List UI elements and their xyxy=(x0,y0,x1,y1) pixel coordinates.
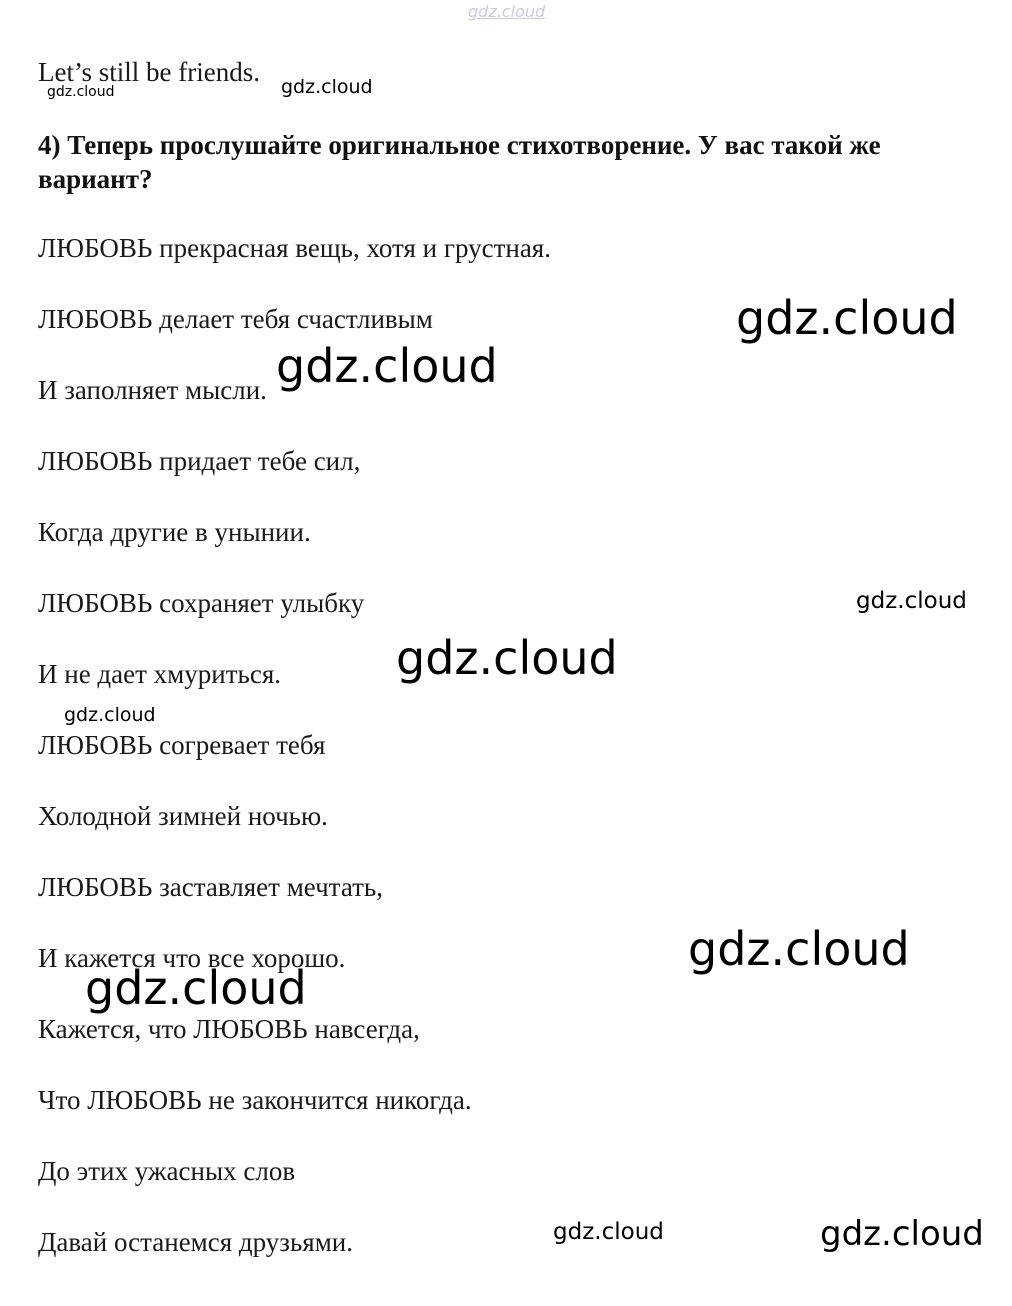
watermark-small: gdz.cloud xyxy=(64,704,156,726)
intro-line: Let’s still be friends. xyxy=(38,57,260,87)
watermark-large: gdz.cloud xyxy=(85,961,307,1015)
watermark-large: gdz.cloud xyxy=(276,339,498,393)
poem-line: До этих ужасных слов xyxy=(38,1156,296,1186)
poem-line: ЛЮБОВЬ придает тебе сил, xyxy=(38,446,361,476)
poem-line: ЛЮБОВЬ сохраняет улыбку xyxy=(38,588,365,618)
watermark-medium: gdz.cloud xyxy=(856,588,967,614)
poem-line: Давай останемся друзьями. xyxy=(38,1227,353,1257)
watermark-small: gdz.cloud xyxy=(47,84,115,100)
poem-line: ЛЮБОВЬ прекрасная вещь, хотя и грустная. xyxy=(38,233,551,263)
poem-line: ЛЮБОВЬ согревает тебя xyxy=(38,730,326,760)
poem-line: ЛЮБОВЬ заставляет мечтать, xyxy=(38,872,383,902)
poem-line: Что ЛЮБОВЬ не закончится никогда. xyxy=(38,1085,472,1115)
watermark-large: gdz.cloud xyxy=(688,922,910,976)
watermark-medium: gdz.cloud xyxy=(553,1219,664,1245)
poem-line: И заполняет мысли. xyxy=(38,375,267,405)
watermark-large: gdz.cloud xyxy=(820,1214,984,1254)
poem-line: Кажется, что ЛЮБОВЬ навсегда, xyxy=(38,1014,420,1044)
watermark-small: gdz.cloud xyxy=(281,76,373,98)
poem-line: И кажется что все хорошо. xyxy=(38,943,346,973)
watermark-large: gdz.cloud xyxy=(396,631,618,685)
poem-line: И не дает хмуриться. xyxy=(38,659,281,689)
watermark-top: gdz.cloud xyxy=(468,2,546,21)
poem-line: Холодной зимней ночью. xyxy=(38,801,328,831)
poem-line: Когда другие в унынии. xyxy=(38,517,311,547)
task-heading: 4) Теперь прослушайте оригинальное стихотворение. У вас такой же вариант? xyxy=(38,130,881,194)
poem-line: ЛЮБОВЬ делает тебя счастливым xyxy=(38,304,433,334)
watermark-large: gdz.cloud xyxy=(736,291,958,345)
